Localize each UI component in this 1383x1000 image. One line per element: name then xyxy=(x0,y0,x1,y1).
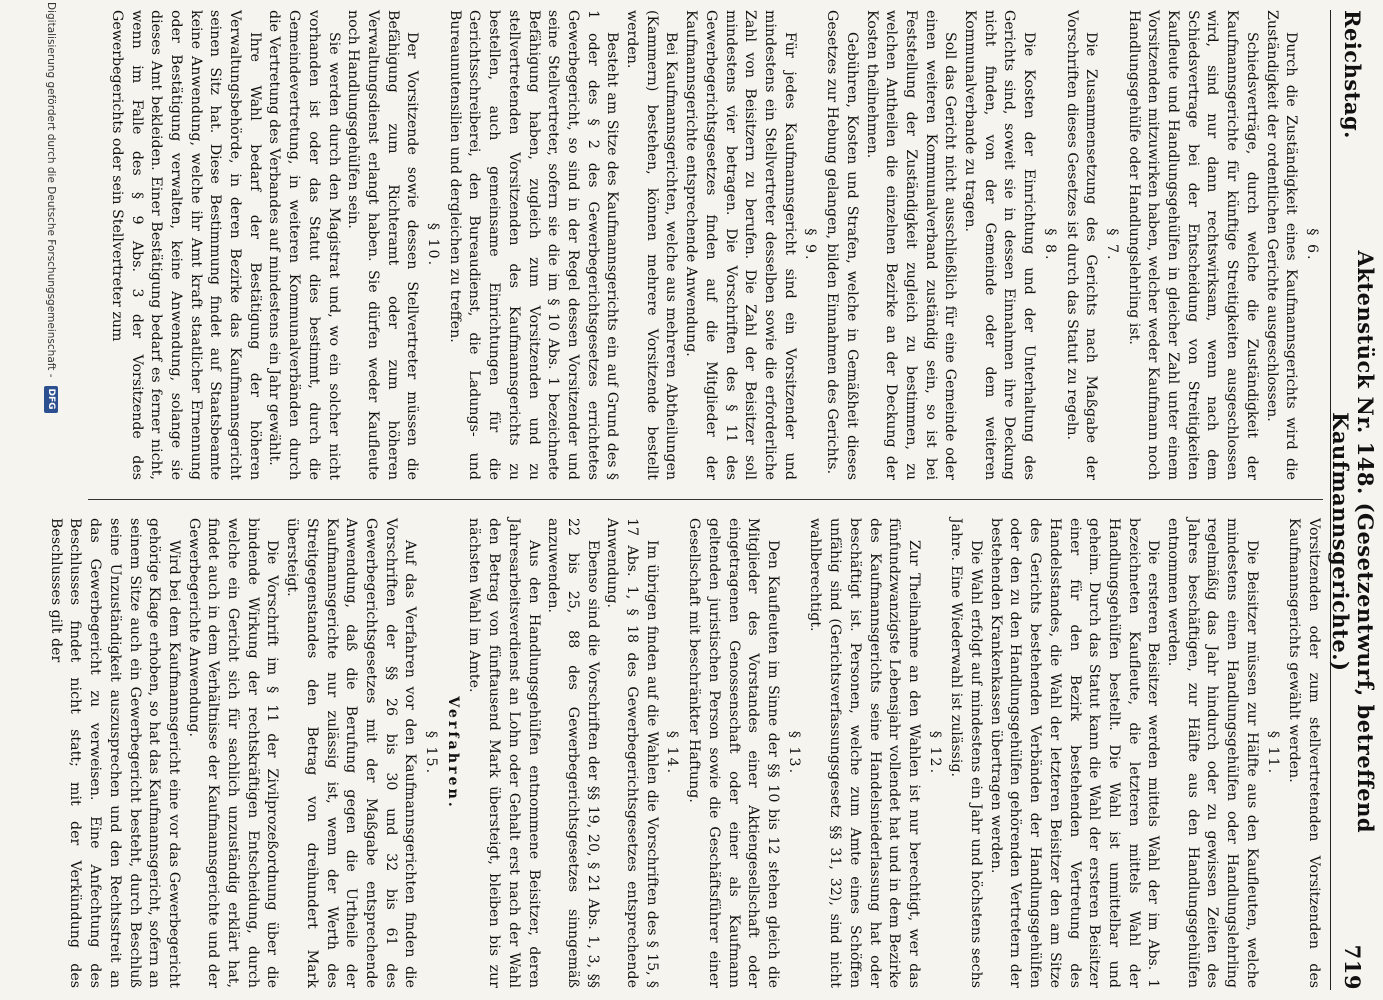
page-number: 719 xyxy=(1340,944,1366,990)
paragraph-number: § 12. xyxy=(926,730,943,776)
paragraph-text: Ebenso sind die Vorschriften der §§ 19, 20, § 21 Abs. 1, 3, §§ 22 bis 25, 88 des Gewerbegerichtsgesetzes sinngemäß anzuwenden. xyxy=(545,518,601,988)
paragraph-text: Den Kaufleuten im Sinne der §§ 10 bis 12 stehen gleich die Mitglieder des Vorstandes einer Aktiengesellschaft oder eingetragenen Genossenschaft oder einer als Kaufmann geltenden juristischen Person sowie die Geschäftsführer einer Gesellschaft mit beschränkter Haftung. xyxy=(686,518,782,988)
paragraph-text: Auf das Verfahren vor den Kaufmannsgerichten finden die Vorschriften der §§ 26 bis 30 und 32 bis 61 des Gewerbegerichtsgesetzes mit der Maßgabe entsprechende Anwendung, daß die Berufung gegen die Urtheile der Kaufmannsgerichte nur zulässig ist, wenn der Werth des Streitgegenstandes den Betrag von dreihundert Mark übersteigt. xyxy=(284,518,419,988)
paragraph-text: Die ersteren Beisitzer werden mittels Wahl der im Abs. 1 bezeichneten Kaufleute, die letzteren mittels Wahl der Handlungsgehülfen bestellt. Die Wahl ist unmittelbar und geheim. Durch das Statut kann die Wahl der ersteren Beisitzer einer für den Bezirk bestehenden Vertretung des Handelsstandes, die Wahl der letzteren Beisitzer den am Sitze des Gerichts bestehenden Verbänden der Handlungsgehülfen oder den zu den Handlungsgehülfen gehörenden Vertretern der bestehenden Krankenkassen übertragen werden. xyxy=(987,518,1162,988)
paragraph-number: § 9. xyxy=(802,228,819,262)
paragraph-text: Bei Kaufmannsgerichten, welche aus mehreren Abtheilungen (Kammern) bestehen, können mehrere Vorsitzende bestellt werden. xyxy=(624,10,680,480)
paragraph-number: § 7. xyxy=(1103,228,1120,262)
paragraph-number: § 10. xyxy=(425,222,442,268)
paragraph-number: § 6. xyxy=(1304,228,1320,262)
paragraph-text: Soll das Gericht nicht ausschließlich für eine Gemeinde oder einen weiteren Kommunalverband zuständig sein, so ist bei Feststellung der Zuständigkeit zugleich zu bestimmen, zu welchen Antheilen die einzelnen Bezirke an der Deckung der Kosten theilnehmen. xyxy=(863,10,959,480)
paragraph-text: Die Beisitzer müssen zur Hälfte aus den Kaufleuten, welche mindestens einen Handlungsgehülfen oder Handlungslehrling regelmäßig das Jahr hindurch oder zu gewissen Zeiten des Jahres beschäftigen, zur Hälfte aus den Handlungsgehülfen entnommen werden. xyxy=(1165,518,1260,988)
digitization-credit xyxy=(41,2,61,998)
paragraph-text: Schiedsverträge, durch welche die Zuständigkeit der Kaufmannsgerichte für künftige Streitigkeiten ausgeschlossen wird, sind nur dann rechtswirksam, wenn nach dem Schiedsvertrage bei der Entscheidung von Streitigkeiten Kaufleute und Handlungsgehülfen in gleicher Zahl unter einem Vorsitzenden mitzuwirken haben, welcher weder Kaufmann noch Handlungsgehülfe oder Handlungslehrling ist. xyxy=(1125,10,1260,480)
paragraph-text: Der Vorsitzende sowie dessen Stellvertreter müssen die Befähigung zum Richteramt oder zum höheren Verwaltungsdienst erlangt haben. Sie dürfen weder Kaufleute noch Handlungsgehülfen sein. xyxy=(345,10,421,480)
section-title: Verfahren. xyxy=(444,696,461,810)
paragraph-number: § 13. xyxy=(785,730,802,776)
paragraph-text: Die Zusammensetzung des Gerichts nach Maßgabe der Vorschriften dieses Gesetzes ist durch das Statut zu regeln. xyxy=(1063,10,1100,480)
paragraph-text: Für jedes Kaufmannsgericht sind ein Vorsitzender und mindestens ein Stellvertreter desselben sowie die erforderliche Zahl von Beisitzern zu berufen. Die Zahl der Beisitzer soll mindestens vier betragen. Die Vorschriften des § 11 des Gewerbegerichtsgesetzes finden auf die Mitglieder der Kaufmannsgerichte entsprechende Anwendung. xyxy=(683,10,798,480)
paragraph-number: § 8. xyxy=(1041,228,1058,262)
paragraph-text: Zur Theilnahme an den Wahlen ist nur berechtigt, wer das fünfundzwanzigste Lebensjahr vollendet hat und in dem Bezirke des Kaufmannsgerichts seine Handelsniederlassung hat oder beschäftigt ist. Personen, welche zum Amte eines Schöffen unfähig sind (Gerichtsverfassungsgesetz §§ 31, 32), sind nicht wahlberechtigt. xyxy=(807,518,922,988)
paragraph-text: Ihre Wahl bedarf der Bestätigung der höheren Verwaltungsbehörde, in deren Bezirke das Kaufmannsgericht seinen Sitz hat. Diese Bestimmung findet auf Staatsbeamte keine Anwendung, welche ihr Amt kraft staatlicher Ernennung oder Bestätigung verwalten, keine Anwendung, solange sie dieses Amt bekleiden. Einer Bestätigung bedarf es ferner nicht, wenn im Falle des § 9 Abs. 3 der Vorsitzende des Gewerbegerichts oder sein Stellvertreter zum xyxy=(108,10,263,480)
paragraph-text: Durch die Zuständigkeit eines Kaufmannsgerichts wird die Zuständigkeit der ordentlichen Gerichte ausgeschlossen. xyxy=(1263,10,1300,480)
right-column xyxy=(47,518,1323,988)
dfg-logo: DFG xyxy=(44,386,58,413)
paragraph-text: Wird bei dem Kaufmannsgericht eine vor das Gewerbegericht gehörige Klage erhoben, so hat das Kaufmannsgericht, sofern an seinem Sitze auch ein Gewerbegericht besteht, durch Beschluß seine Unzuständigkeit auszusprechen und den Rechtsstreit an das Gewerbegericht zu verweisen. Eine Anfechtung des Beschlusses findet nicht statt; mit der Verkündung des Beschlusses gilt der xyxy=(47,518,182,988)
paragraph-text: Sie werden durch den Magistrat und, wo ein solcher nicht vorhanden ist oder das Statut dies bestimmt, durch die Gemeindevertretung, in weiteren Kommunalverbänden durch die Vertretung des Verbandes auf mindestens ein Jahr gewählt. xyxy=(266,10,342,480)
paragraph-text: Die Vorschrift im § 11 der Zivilprozeßordnung über die bindende Wirkung der rechtskräftigen Entscheidung, durch welche ein Gericht sich für sachlich unzuständig erklärt hat, findet auch in dem Verhältnisse der Kaufmannsgerichte und der Gewerbegerichte Anwendung. xyxy=(185,518,281,988)
paragraph-text: Im übrigen finden auf die Wahlen die Vorschriften des § 15, § 17 Abs. 1, § 18 des Gewerbegerichtsgesetzes entsprechende Anwendung. xyxy=(604,518,660,988)
header-title: Aktenstück Nr. 148. (Gesetzentwurf, betreffend Kaufmannsgerichte.) xyxy=(1328,250,1378,834)
paragraph-number: § 11. xyxy=(1264,730,1281,776)
header-left: Reichstag. xyxy=(1340,10,1366,139)
left-column xyxy=(93,10,1323,480)
paragraph-number: § 14. xyxy=(664,730,681,776)
page-header xyxy=(1328,10,1378,990)
paragraph-text: Vorsitzenden oder zum stellvertretenden Vorsitzenden des Kaufmannsgerichts gewählt werden. xyxy=(1286,518,1322,988)
column-divider xyxy=(88,499,1323,500)
paragraph-number: § 15. xyxy=(423,730,440,776)
paragraph-text: Besteht am Sitze des Kaufmannsgerichts ein auf Grund des § 1 oder des § 2 des Gewerbegerichtsgesetzes errichtetes Gewerbegericht, so sind in der Regel dessen Vorsitzender und seine Stellvertreter, sofern sie die im § 10 Abs. 1 bezeichnete Befähigung haben, zugleich zum Vorsitzenden und zu stellvertretenden Vorsitzenden des Kaufmannsgerichts zu bestellen, auch gemeinsame Einrichtungen für die Gerichtsschreiberei, den Bureaudienst, die Ladungs- und Bureaunutensilien und dergleichen zu treffen. xyxy=(446,10,621,480)
paragraph-text: Aus den Handlungsgehülfen entnommene Beisitzer, deren Jahresarbeitsverdienst an Lohn oder Gehalt erst nach der Wahl den Betrag von fünftausend Mark übersteigt, bleiben bis zur nächsten Wahl im Amte. xyxy=(466,518,542,988)
credit-text: Digitalisierung gefördert durch die Deutsche Forschungsgemeinschaft - xyxy=(45,2,57,378)
paragraph-text: Die Kosten der Einrichtung und der Unterhaltung des Gerichts sind, soweit sie in dessen Einnahmen ihre Deckung nicht finden, von der Gemeinde oder dem weiteren Kommunalverbande zu tragen. xyxy=(962,10,1038,480)
paragraph-text: Die Wahl erfolgt auf mindestens ein Jahr und höchstens sechs Jahre. Eine Wiederwahl ist zulässig. xyxy=(948,518,985,988)
paragraph-text: Gebühren, Kosten und Strafen, welche in Gemäßheit dieses Gesetzes zur Hebung gelangen, bilden Einnahmen des Gerichts. xyxy=(824,10,860,480)
